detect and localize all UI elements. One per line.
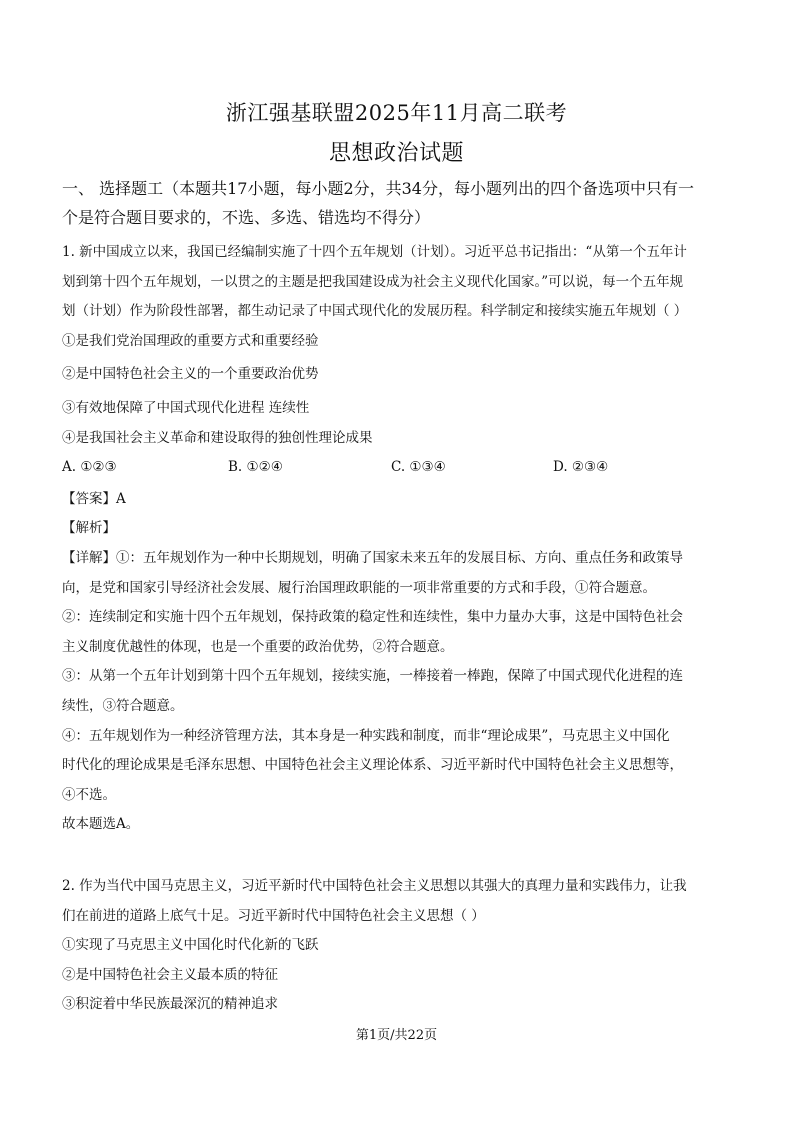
section-heading <box>62 174 742 232</box>
option-statement: ④是我国社会主义革命和建设取得的独创性理论成果 <box>62 429 373 446</box>
option-statement: ②是中国特色社会主义最本质的特征 <box>62 966 278 983</box>
explanation-line: 时代化的理论成果是毛泽东思想、中国特色社会主义理论体系、习近平新时代中国特色社会主义思想等， <box>62 757 683 774</box>
choice-d: D. ②③④ <box>553 459 609 476</box>
stem-line: 们在前进的道路上底气十足。习近平新时代中国特色社会主义思想（ ） <box>62 907 485 924</box>
section-heading-line: 个是符合题目要求的，不选、多选、错选均不得分） <box>62 208 431 227</box>
question-1-stem <box>62 238 740 327</box>
explanation-line: ③：从第一个五年计划到第十四个五年规划，接续实施，一棒接着一棒跑，保障了中国式现代化进程的连 <box>62 668 683 685</box>
exam-subtitle: 思想政治试题 <box>328 141 464 166</box>
stem-line: 划（计划）作为阶段性部署，都生动记录了中国式现代化的发展历程。科学制定和接续实施五年规划（ ） <box>62 303 688 320</box>
stem-line: 1. 新中国成立以来，我国已经编制实施了十四个五年规划（计划）。习近平总书记指出：“从第一个五年计 <box>62 244 687 260</box>
explanation-line: 【详解】①：五年规划作为一种中长期规划，明确了国家未来五年的发展目标、方向、重点任务和政策导 <box>62 549 683 566</box>
stem-line: 划到第十四个五年规划，一以贯之的主题是把我国建设成为社会主义现代化国家。”可以说，每一个五年规 <box>62 273 684 290</box>
explanation-line: ④：五年规划作为一种经济管理方法，其本身是一种实践和制度，而非“理论成果”，马克思主义中国化 <box>62 727 670 744</box>
option-statement: ②是中国特色社会主义的一个重要政治优势 <box>62 366 319 383</box>
answer-label: 【答案】A <box>62 490 126 507</box>
analysis-label: 【解析】 <box>62 520 116 537</box>
question-1-options <box>62 327 740 453</box>
option-statement: ①实现了马克思主义中国化时代化新的飞跃 <box>62 937 319 954</box>
explanation-line: 向，是党和国家引导经济社会发展、履行治国理政职能的一项非常重要的方式和手段，①符合题意。 <box>62 579 656 596</box>
choice-a: A. ①②③ <box>62 459 117 476</box>
explanation <box>62 544 740 840</box>
option-statement: ③有效地保障了中国式现代化进程 连续性 <box>62 399 310 416</box>
option-statement: ①是我们党治国理政的重要方式和重要经验 <box>62 332 319 349</box>
explanation-line: 续性，③符合题意。 <box>62 697 184 714</box>
option-statement: ③积淀着中华民族最深沉的精神追求 <box>62 996 278 1013</box>
explanation-line: 故本题选A。 <box>62 816 140 833</box>
exam-title: 浙江强基联盟2025年11月高二联考 <box>225 101 568 125</box>
page-number: 第1页/共22页 <box>355 1028 438 1043</box>
question-1 <box>62 238 740 840</box>
explanation-line: ④不选。 <box>62 786 116 803</box>
explanation-line: ②：连续制定和实施十四个五年规划，保持政策的稳定性和连续性，集中力量办大事，这是中国特色社会 <box>62 609 683 626</box>
choice-b: B. ①②④ <box>228 459 283 476</box>
stem-line: 2. 作为当代中国马克思主义，习近平新时代中国特色社会主义思想以其强大的真理力量和实践伟力，让我 <box>62 878 687 894</box>
section-heading-line: 一、 选择题工（本题共17小题，每小题2分，共34分，每小题列出的四个备选项中只有一 <box>62 179 694 198</box>
answer-choices <box>62 453 740 483</box>
choice-c: C. ①③④ <box>391 459 446 476</box>
explanation-line: 主义制度优越性的体现，也是一个重要的政治优势，②符合题意。 <box>62 638 454 655</box>
question-2 <box>62 872 740 1020</box>
